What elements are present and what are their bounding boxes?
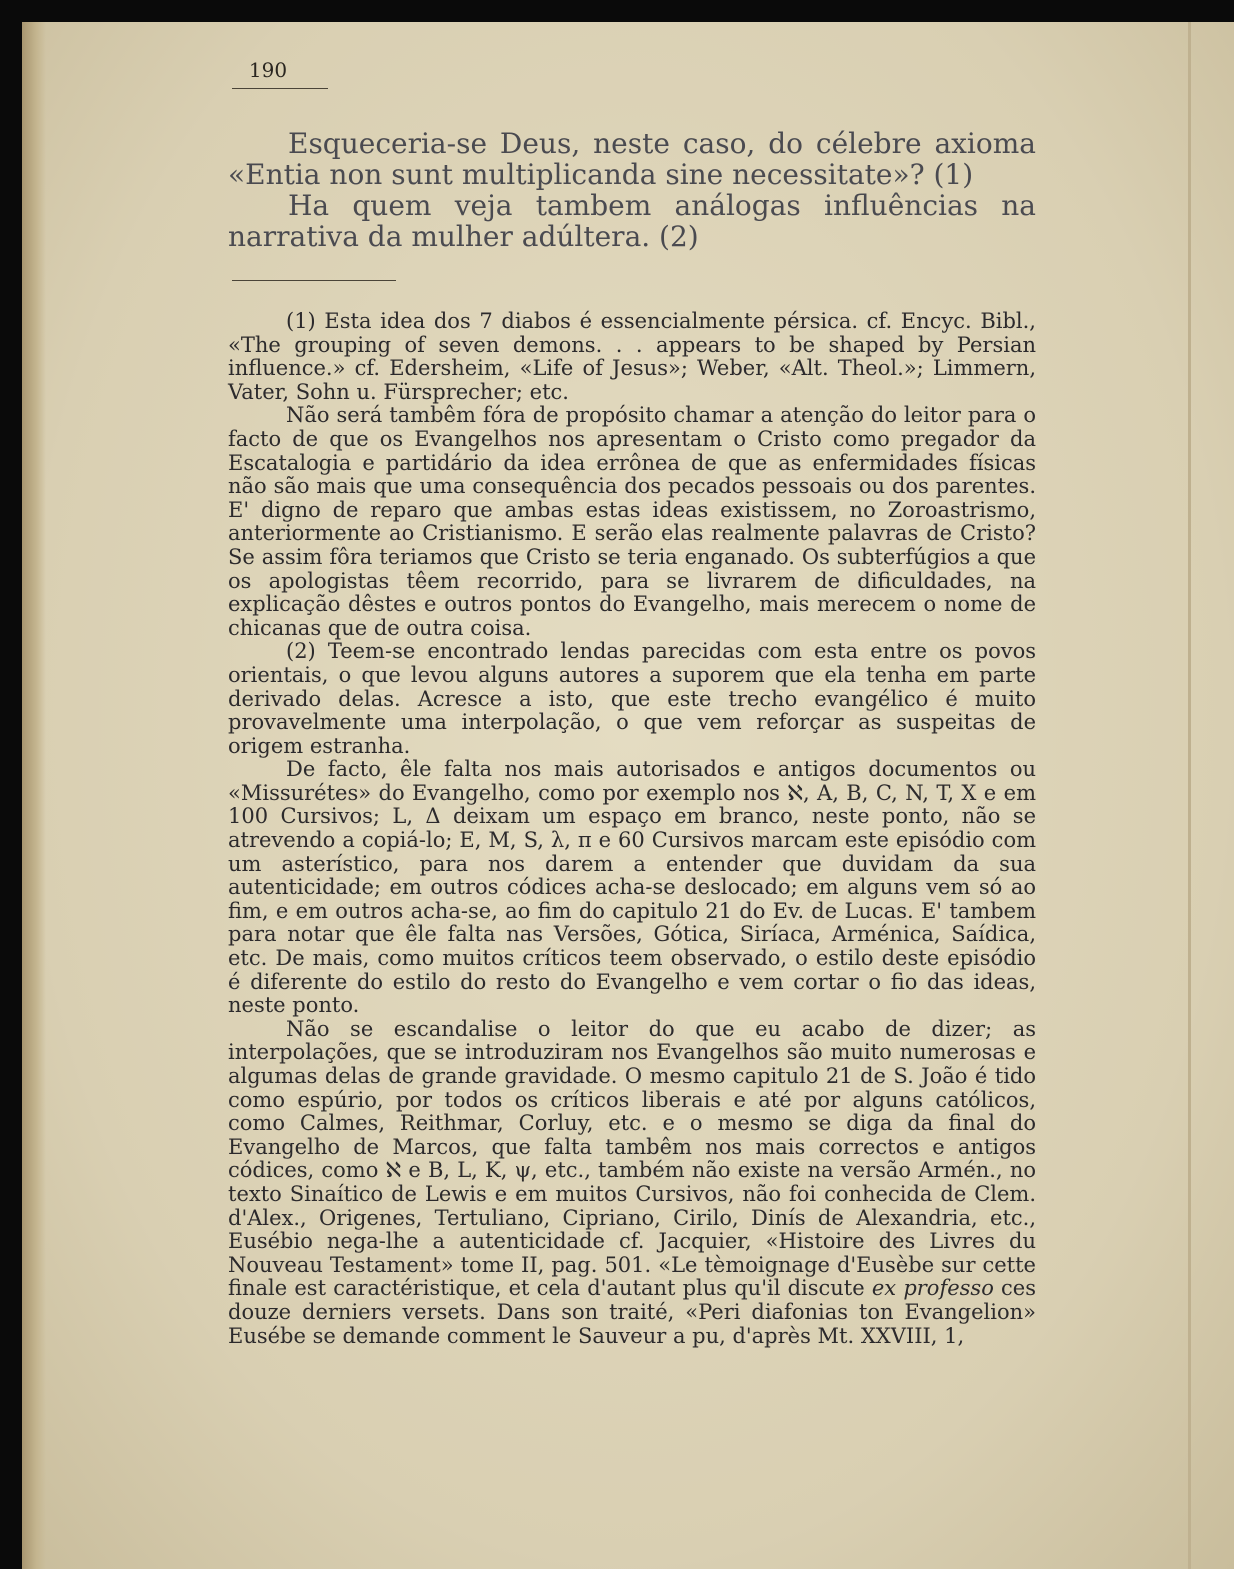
footnote-1-text: Esta idea dos 7 diabos é essencialmente pérsica. cf. Encyc. Bibl., «The grouping of seven demons. . . appears to be shaped by Persian influence.» cf. Edersheim, «Life of Jesus»; Weber, «Alt. Theol.»; Limmern, Vater, Sohn u. Fürsprecher; etc. (228, 309, 1036, 404)
footnote-2-continuation-2-a: Não se escandalise o leitor do que eu acabo de dizer; as interpolações, que se introduziram nos Evangelhos são muito numerosas e algumas delas de grande gravidade. O mesmo capitulo 21 de S. João é tido como espúrio, por todos os críticos liberais e até por alguns católicos, como Calmes, Reithmar, Corluy, etc. e o mesmo se diga da final do Evangelho de Marcos, que falta tambêm nos mais correctos e antigos códices, como ℵ e B, L, K, ψ, etc., também não existe na versão Armén., no texto Sinaítico de Lewis e em muitos Cursivos, não foi conhecida de Clem. d'Alex., Origenes, Tertuliano, Cipriano, Cirilo, Dinís de Alexandria, etc., Eusébio nega-lhe a autenticidade cf. Jacquier, «Histoire des Livres du Nouveau Testament» tome II, pag. 501. «Le tèmoignage d'Eusèbe sur cette finale est caractéristique, et cela d'autant plus qu'il discute (228, 1016, 1036, 1301)
footnote-1-continuation: Não será tambêm fóra de propósito chamar a atenção do leitor para o facto de que os Evangelhos nos apresentam o Cristo como pregador da Escatalogia e partidário da idea errônea de que as enfermidades físicas não são mais que uma consequência dos pecados pessoais ou dos parentes. E' digno de reparo que ambas estas ideas existissem, no Zoroastrismo, anteriormente ao Cristianismo. E serão elas realmente palavras de Cristo? Se assim fôra teriamos que Cristo se teria enganado. Os subterfúgios a que os apologistas têem recorrido, para se livrarem de dificuldades, na explicação dêstes e outros pontos do Evangelho, mais merecem o nome de chicanas que de outra coisa. (228, 403, 1036, 640)
footnote-2-continuation-2 (228, 1018, 1036, 1348)
page-number: 190 (248, 58, 288, 82)
footnote-2-continuation-1: De facto, êle falta nos mais autorisados e antigos documentos ou «Missurétes» do Evangelho, como por exemplo nos ℵ, A, B, C, N, T, X e em 100 Cursivos; L, Δ deixam um espaço em branco, neste ponto, não se atrevendo a copiá-lo; E, M, S, λ, π e 60 Cursivos marcam este episódio com um asterístico, para nos darem a entender que duvidam da sua autenticidade; em outros códices acha-se deslocado; em alguns vem só ao fim, e em outros acha-se, ao fim do capitulo 21 do Ev. de Lucas. E' tambem para notar que êle falta nas Versões, Gótica, Siríaca, Arménica, Saídica, etc. De mais, como muitos críticos teem observado, o estilo deste episódio é diferente do estilo do resto do Evangelho e vem cortar o fio das ideas, neste ponto. (228, 757, 1036, 1018)
footnote-separator (232, 280, 396, 281)
page-fold (1188, 22, 1191, 1569)
page-spine (22, 22, 46, 1569)
footnote-1 (228, 310, 1036, 404)
footnote-2-text: Teem-se encontrado lendas parecidas com esta entre os povos orientais, o que levou alguns autores a suporem que ela tenha em parte derivado delas. Acresce a isto, que este trecho evangélico é muito provavelmente uma interpolação, o que vem reforçar as suspeitas de origem estranha. (228, 639, 1036, 758)
footnote-2-marker: (2) (286, 639, 316, 664)
footnotes (228, 310, 1036, 1348)
footnote-2-continuation-2-b: ces douze derniers versets. Dans son traité, «Peri diafonias ton Evangelion» Eusébe se demande comment le Sauveur a pu, d'après Mt. XXVIII, 1, (228, 1276, 1037, 1348)
main-paragraph-2: Ha quem veja tambem análogas influências na narrativa da mulher adúltera. (2) (228, 189, 1036, 253)
page-number-rule (232, 88, 328, 89)
main-paragraph-1: Esqueceria-se Deus, neste caso, do célebre axioma «Entia non sunt multiplicanda sine necessitate»? (1) (228, 127, 1036, 191)
footnote-2-italic-phrase: ex professo (871, 1276, 994, 1301)
footnote-2 (228, 640, 1036, 758)
footnote-1-marker: (1) (286, 309, 316, 333)
main-text (228, 128, 1036, 252)
